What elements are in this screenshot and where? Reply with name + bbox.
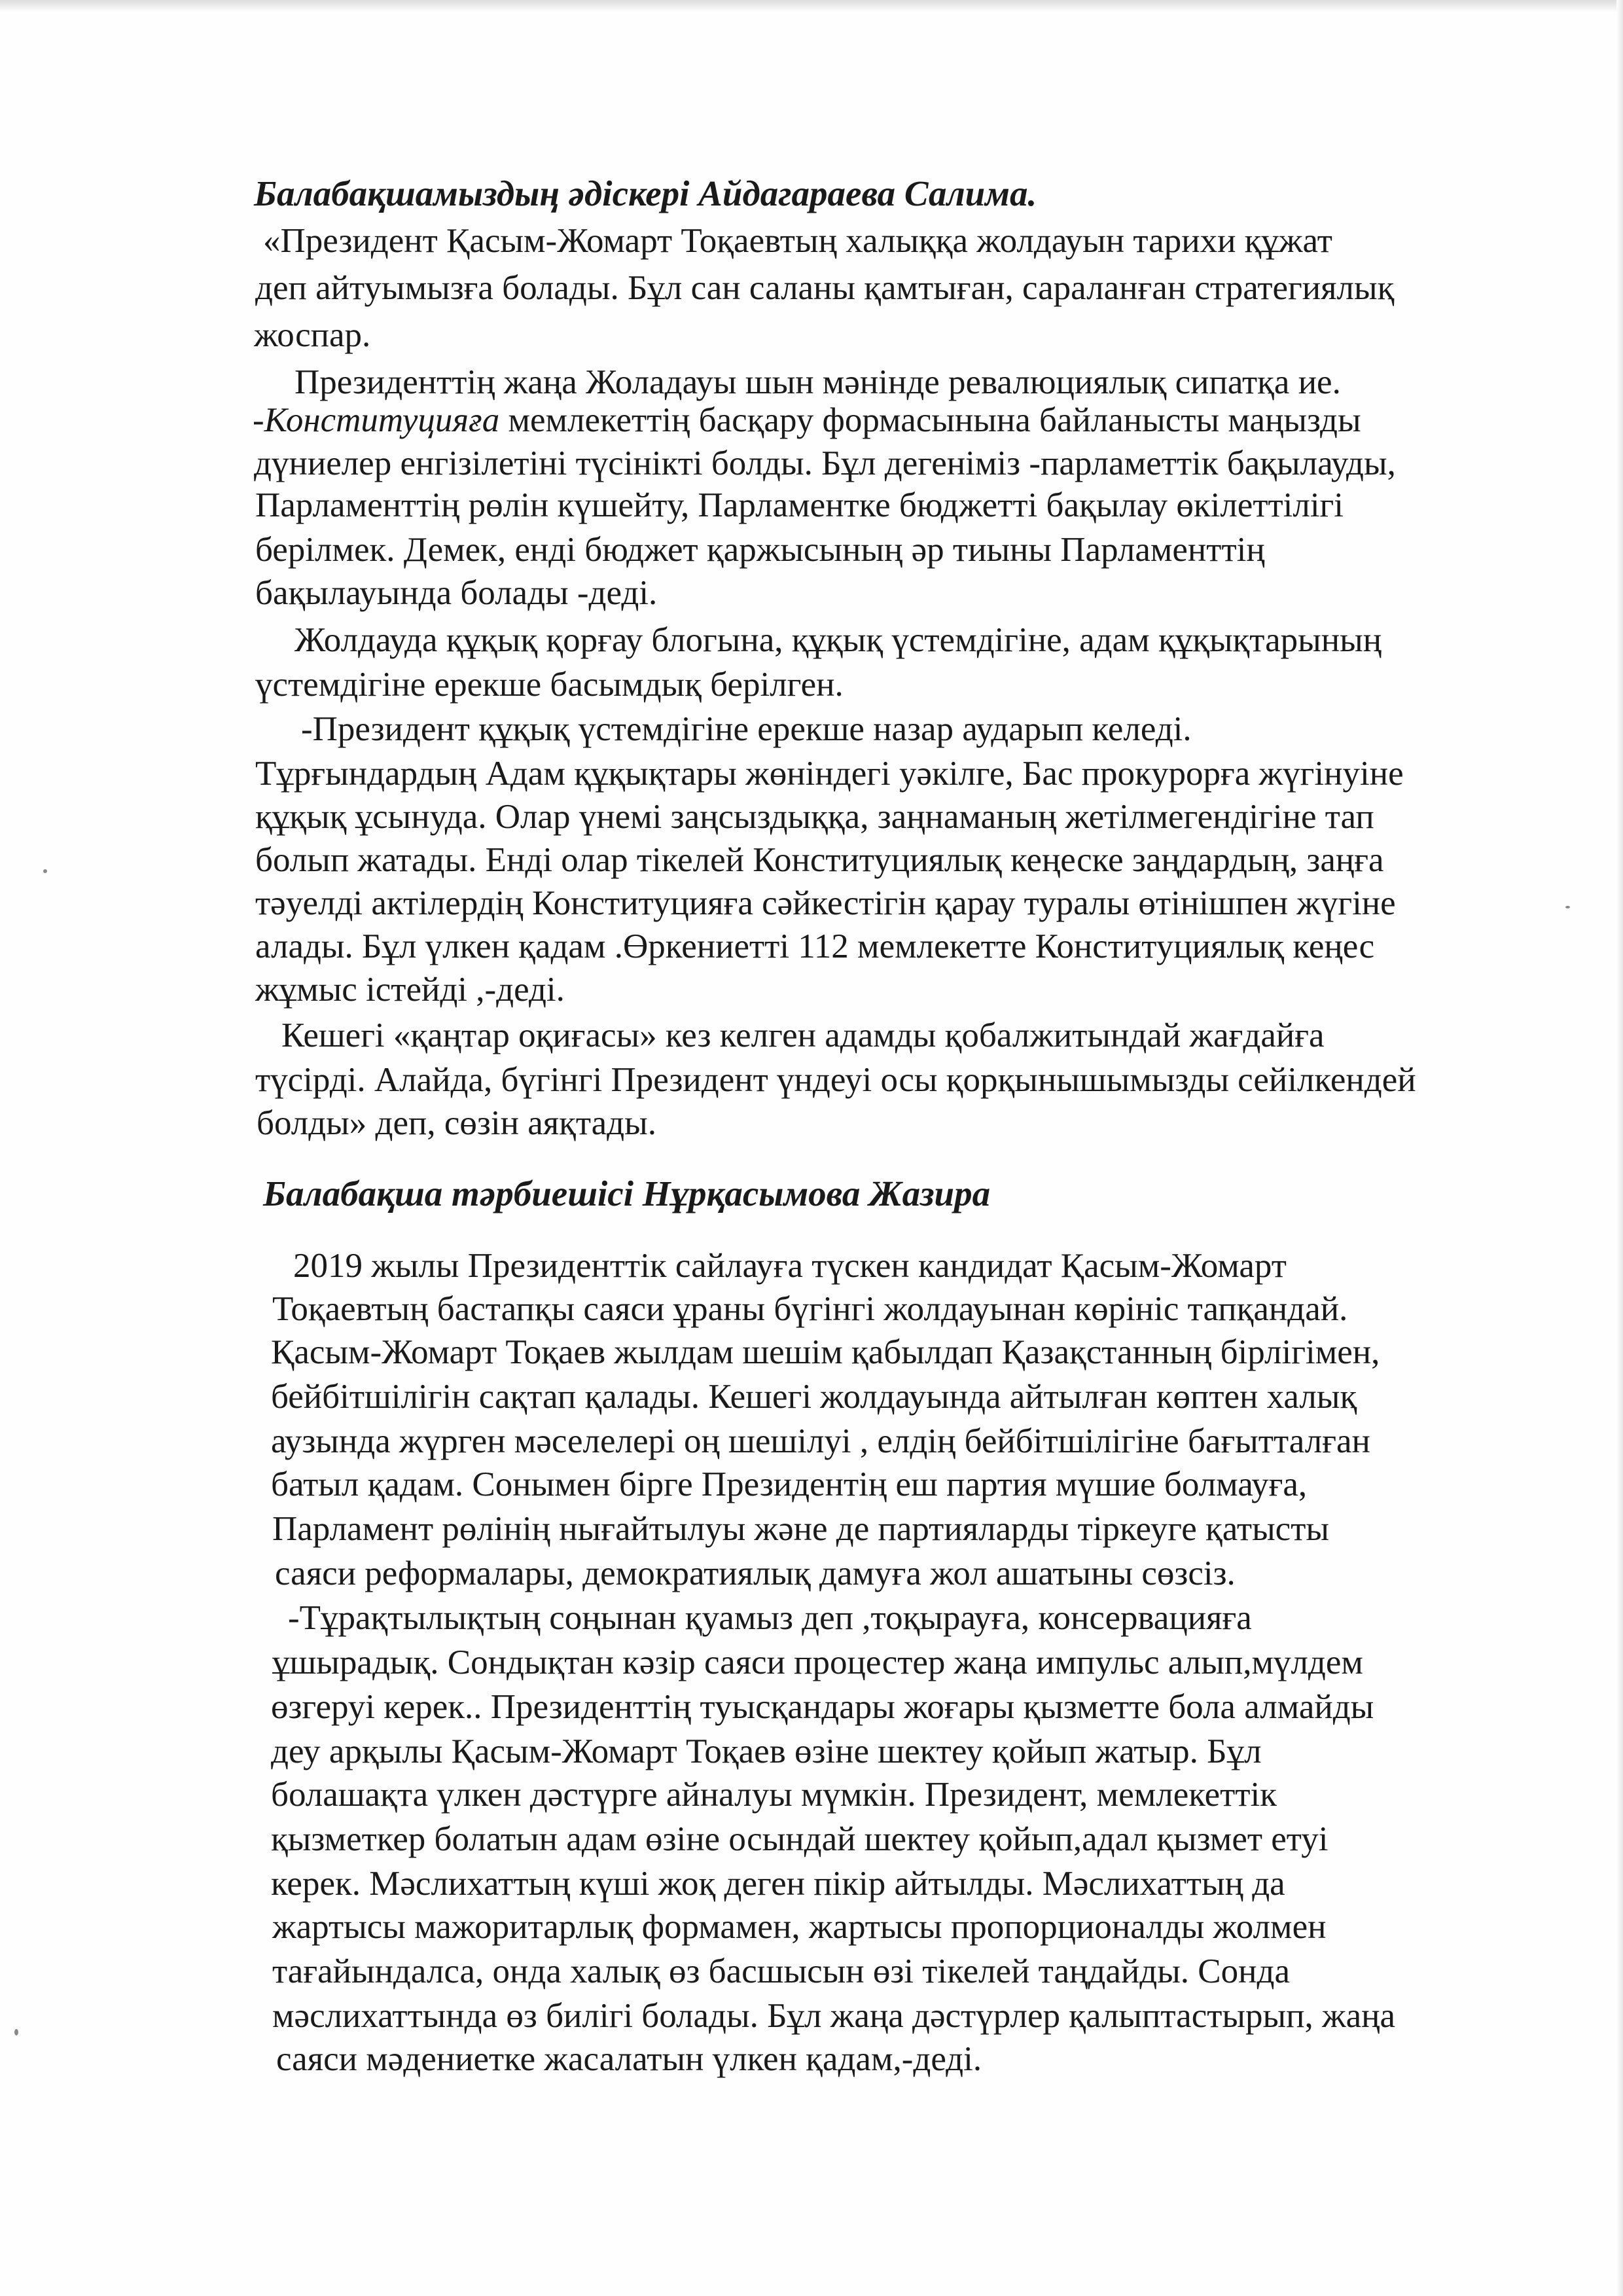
section2-line: деу арқылы Қасым-Жомарт Тоқаев өзіне шектеу қойып жатыр. Бұл (271, 1732, 1262, 1770)
section2-line: саяси реформалары, демократиялық дамуға жол ашатыны сөзсіз. (275, 1554, 1236, 1592)
section1-line: берілмек. Демек, енді бюджет қаржысының әр тиыны Парламенттің (255, 531, 1265, 569)
section1-line: түсірді. Алайда, бүгінгі Президент үндеуі осы қорқынышымызды сейілкендей (255, 1061, 1416, 1099)
section1-heading: Балабақшамыздың әдіскері Айдагараева Салима. (254, 173, 1037, 213)
section2-line: қызметкер болатын адам өзіне осындай шектеу қойып,адал қызмет етуі (271, 1820, 1329, 1858)
section2-line: тағайындалса, онда халық өз басшысын өзі тікелей таңдайды. Сонда (272, 1952, 1291, 1990)
section1-line: жұмыс істейді ,-деді. (255, 971, 565, 1009)
section2-line: батыл қадам. Сонымен бірге Президентің еш партия мүшие болмауға, (271, 1465, 1308, 1503)
section1-line: «Президент Қасым-Жомарт Тоқаевтың халыққа жолдауын тарихи құжат (263, 222, 1332, 260)
constitution-word: Конституцияға (264, 401, 500, 439)
section1-line: бақылауында болады -деді. (255, 574, 658, 612)
section2-line: ұшырадық. Сондықтан кәзір саяси процестер жаңа импульс алып,мүлдем (272, 1643, 1363, 1681)
section1-line: Тұрғындардың Адам құқықтары жөніндегі уәкілге, Бас прокурорға жүгінуіне (255, 755, 1404, 793)
section1-line (253, 397, 1361, 444)
scan-speck (43, 869, 47, 873)
section2-line: Парламент рөлінің нығайтылуы және де партияларды тіркеуге қатысты (272, 1510, 1329, 1548)
line-prefix: - (253, 401, 264, 439)
section2-line: Тоқаевтың бастапқы саяси ұраны бүгінгі жолдауынан көрініс тапқандай. (272, 1290, 1348, 1328)
line-rest: мемлекеттің басқару формасынына байланысты маңызды (499, 401, 1361, 439)
section2-line: Қасым-Жомарт Тоқаев жылдам шешім қабылдап Қазақстанның бірлігімен, (271, 1333, 1380, 1371)
section1-line: алады. Бұл үлкен қадам .Өркениетті 112 мемлекетте Конституциялық кеңес (255, 927, 1375, 965)
section1-line: үстемдігіне ерекше басымдық берілген. (255, 666, 844, 704)
scan-speck (1565, 906, 1570, 908)
section2-line: 2019 жылы Президенттік сайлауға түскен кандидат Қасым-Жомарт (293, 1247, 1287, 1285)
scan-speck (14, 2029, 18, 2036)
section1-line: құқық ұсынуда. Олар үнемі заңсыздыққа, заңнаманың жетілмегендігіне тап (255, 798, 1374, 836)
section1-line: Президенттің жаңа Жоладауы шын мәнінде ревалюциялық сипатқа ие. (294, 363, 1341, 401)
section1-line: тәуелді актілердің Конституцияға сәйкестігін қарау туралы өтінішпен жүгіне (255, 884, 1396, 922)
section2-line: мәслихаттында өз билігі болады. Бұл жаңа дәстүрлер қалыптастырып, жаңа (272, 1997, 1396, 2035)
section2-line: жартысы мажоритарлық формамен, жартысы пропорционалды жолмен (272, 1908, 1327, 1946)
section2-heading: Балабақша тәрбиешісі Нұрқасымова Жазира (263, 1174, 991, 1213)
section2-line: болашақта үлкен дәстүрге айналуы мүмкін. Президент, мемлекеттік (271, 1776, 1277, 1814)
section1-line: болып жатады. Енді олар тікелей Конституциялық кеңеске заңдардың, заңға (255, 841, 1384, 879)
section2-line: аузында жүрген мәселелері оң шешілуі , елдің бейбітшілігіне бағытталған (271, 1422, 1370, 1460)
section1-line: Кешегі «қаңтар оқиғасы» кез келген адамды қобалжитындай жағдайға (281, 1016, 1325, 1054)
section1-line: Жолдауда құқық қорғау блогына, құқық үстемдігіне, адам құқықтарының (294, 621, 1382, 659)
section2-line: бейбітшілігін сақтап қалады. Кешегі жолдауында айтылған көптен халық (271, 1378, 1357, 1416)
section1-line: Парламенттің рөлін күшейту, Парламентке бюджетті бақылау өкілеттілігі (255, 486, 1344, 524)
scan-right-edge (1616, 0, 1623, 2296)
section1-line: жоспар. (254, 316, 371, 354)
section2-line: керек. Мәслихаттың күші жоқ деген пікір айтылды. Мәслихаттың да (271, 1865, 1285, 1903)
section1-line: деп айтуымызға болады. Бұл сан саланы қамтыған, сараланған стратегиялық (255, 269, 1395, 307)
section1-line: дүниелер енгізілетіні түсінікті болды. Бұл дегеніміз -парламеттік бақылауды, (254, 444, 1396, 482)
section2-line: саяси мәдениетке жасалатын үлкен қадам,-деді. (276, 2040, 982, 2078)
scan-top-edge (0, 0, 1623, 12)
section2-line: өзгеруі керек.. Президенттің туысқандары жоғары қызметте бола алмайды (271, 1688, 1374, 1726)
section1-line: болды» деп, сөзін аяқтады. (257, 1104, 657, 1142)
section1-line: -Президент құқық үстемдігіне ерекше назар аударып келеді. (301, 710, 1192, 748)
section2-line: -Тұрақтылықтың соңынан қуамыз деп ,тоқырауға, консервацияға (288, 1599, 1252, 1637)
